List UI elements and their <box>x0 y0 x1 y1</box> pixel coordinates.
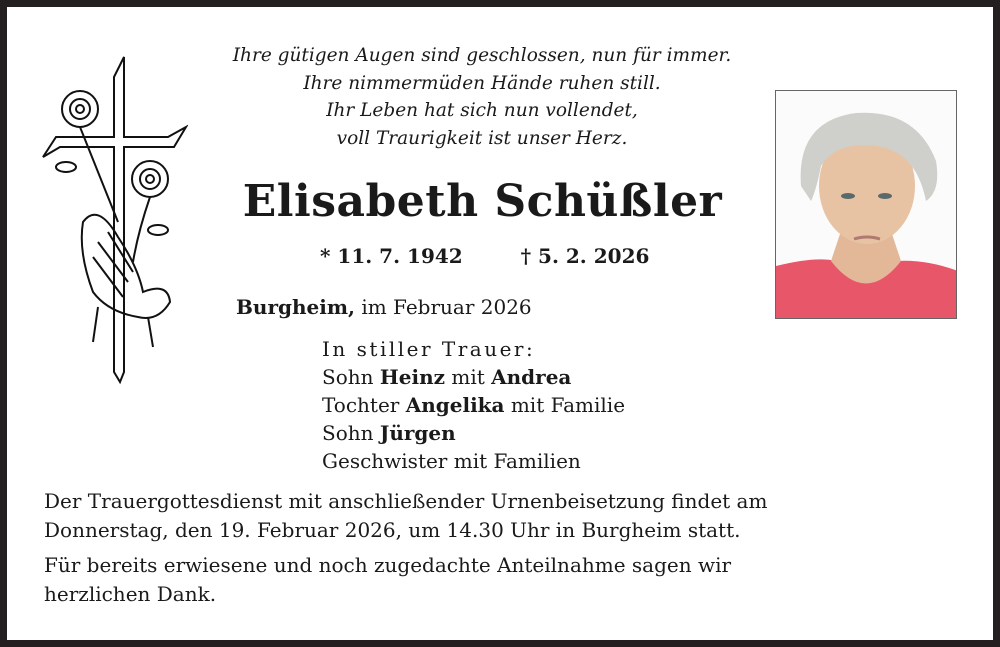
place-month: im Februar 2026 <box>361 295 532 319</box>
portrait-photo <box>775 90 957 319</box>
mourner-text: mit <box>445 365 492 389</box>
thanks-line: herzlichen Dank. <box>44 581 217 606</box>
cross-roses-praying-hands-icon <box>38 52 188 387</box>
service-line: Der Trauergottesdienst mit anschließender Urnenbeisetzung findet am <box>44 489 768 513</box>
mourner-text: Sohn <box>322 421 380 445</box>
place-town: Burgheim, <box>236 295 355 319</box>
poem-line: Ihre gütigen Augen sind geschlossen, nun für immer. <box>232 45 732 66</box>
poem-line: voll Traurigkeit ist unser Herz. <box>336 127 628 149</box>
poem-line: Ihre nimmermüden Hände ruhen still. <box>303 72 661 94</box>
mourners-heading: In stiller Trauer: <box>322 337 536 361</box>
thanks-line: Für bereits erwiesene und noch zugedachte Anteilnahme sagen wir <box>44 553 732 577</box>
service-info <box>44 487 767 544</box>
mourner-name: Jürgen <box>379 421 456 445</box>
mourner-text: mit Familie <box>504 393 626 417</box>
mourner-text: Sohn <box>322 365 380 389</box>
poem-line: Ihr Leben hat sich nun vollendet, <box>326 100 638 121</box>
mourner-line <box>322 391 625 419</box>
mourner-line <box>322 419 625 447</box>
mourners <box>322 335 625 475</box>
mourner-name: Angelika <box>405 393 505 417</box>
mourner-line <box>322 447 625 475</box>
birth-date: * 11. 7. 1942 <box>320 244 463 268</box>
mourner-line <box>322 363 625 391</box>
portrait-image <box>776 91 957 319</box>
thanks <box>44 551 731 608</box>
life-dates <box>320 244 649 268</box>
service-line: Donnerstag, den 19. Februar 2026, um 14.30 Uhr in Burgheim statt. <box>44 517 741 542</box>
place-date <box>236 295 532 319</box>
mourner-name: Andrea <box>491 365 572 389</box>
poem <box>170 42 794 152</box>
mourner-text: Geschwister mit Familien <box>322 449 581 473</box>
mourner-text: Tochter <box>322 393 406 417</box>
mourner-name: Heinz <box>379 365 445 389</box>
death-date: † 5. 2. 2026 <box>520 244 650 268</box>
deceased-name: Elisabeth Schüßler <box>242 176 723 227</box>
